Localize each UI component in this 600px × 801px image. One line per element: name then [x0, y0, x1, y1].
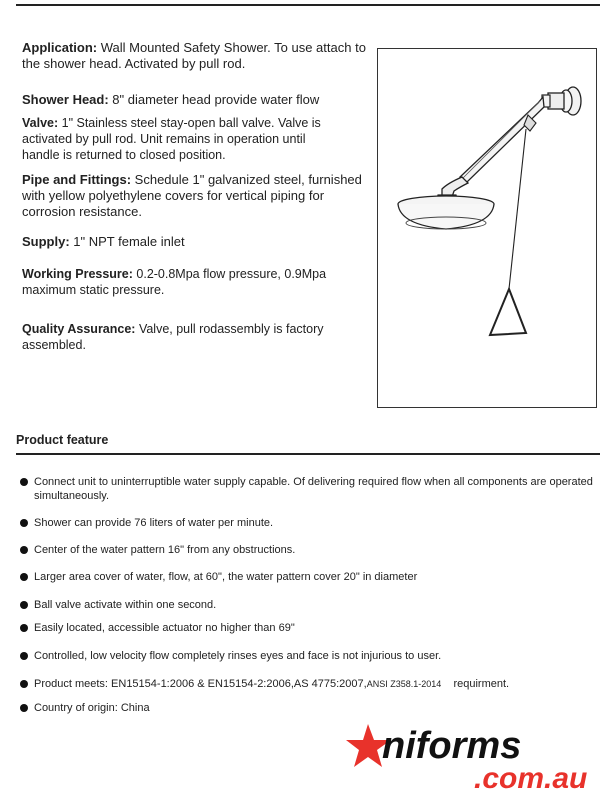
bullet-icon: [20, 680, 28, 688]
feature-item: Easily located, accessible actuator no higher than 69": [20, 621, 600, 635]
logo-wordmark: niforms: [382, 725, 522, 767]
feature-item: Connect unit to uninterruptible water supply capable. Of delivering required flow when all components are operated simultaneously.: [20, 475, 600, 503]
spec-shower-head: Shower Head: 8" diameter head provide water flow: [22, 92, 320, 107]
feature-item: Shower can provide 76 liters of water per minute.: [20, 516, 600, 530]
bullet-icon: [20, 573, 28, 581]
safety-shower-illustration: [378, 49, 595, 406]
bullet-icon: [20, 519, 28, 527]
feature-item: Ball valve activate within one second.: [20, 598, 600, 612]
feature-item-origin: Country of origin: China: [20, 701, 600, 715]
product-feature-heading: Product feature: [16, 433, 109, 447]
bullet-icon: [20, 546, 28, 554]
section-rule: [16, 453, 600, 455]
bullet-icon: [20, 652, 28, 660]
bullet-icon: [20, 624, 28, 632]
feature-item: Controlled, low velocity flow completely rinses eyes and face is not injurious to user.: [20, 649, 600, 663]
bullet-icon: [20, 601, 28, 609]
feature-item: Center of the water pattern 16" from any obstructions.: [20, 543, 600, 557]
spec-application: Application: Wall Mounted Safety Shower. To use attach to the shower head. Activated by pull rod.: [22, 40, 366, 71]
spec-working-pressure: Working Pressure: 0.2-0.8Mpa flow pressure, 0.9Mpa maximum static pressure.: [22, 267, 327, 297]
product-image-frame: [377, 48, 597, 408]
feature-item-standards: Product meets: EN15154-1:2006 & EN15154-2:2006,AS 4775:2007,ANSI Z358.1-2014 requirment.: [20, 677, 600, 691]
spec-supply: Supply: 1" NPT female inlet: [22, 234, 185, 249]
top-rule: [16, 4, 600, 6]
bullet-icon: [20, 478, 28, 486]
spec-pipe-fittings: Pipe and Fittings: Schedule 1" galvanized steel, furnished with yellow polyethylene covers for vertical piping for corrosion resistance.: [22, 172, 362, 219]
spec-valve: Valve: 1" Stainless steel stay-open ball valve. Valve is activated by pull rod. Unit remains in operation until handle is returned to closed position.: [22, 116, 321, 162]
logo-domain: .com.au: [474, 762, 588, 795]
spec-quality-assurance: Quality Assurance: Valve, pull rodassembly is factory assembled.: [22, 322, 324, 352]
feature-item: Larger area cover of water, flow, at 60", the water pattern cover 20" in diameter: [20, 570, 600, 584]
uniforms-logo: [346, 716, 600, 796]
bullet-icon: [20, 704, 28, 712]
